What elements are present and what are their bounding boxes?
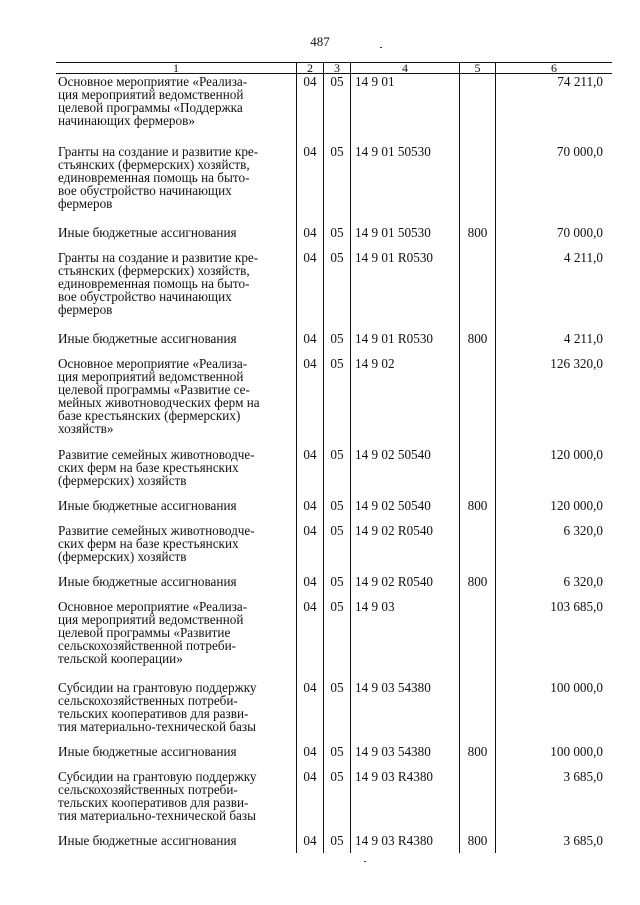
- row-subsection: 05: [323, 498, 350, 523]
- row-section: 04: [296, 144, 323, 225]
- row-section: 04: [296, 769, 323, 833]
- header-col-5: 5: [459, 63, 495, 73]
- row-name-line: Основное мероприятие «Реализа-: [58, 356, 248, 371]
- row-target-code: 14 9 03: [350, 599, 459, 680]
- row-expense-type: 800: [459, 833, 495, 853]
- row-name-line: Основное мероприятие «Реализа-: [58, 74, 248, 89]
- row-name-line: фермеров: [58, 301, 113, 317]
- row-amount: 120 000,0: [495, 447, 612, 498]
- row-name-line: мейных животноводческих ферм на: [58, 394, 260, 410]
- row-target-code: 14 9 02 R0540: [350, 574, 459, 599]
- row-subsection: 05: [323, 523, 350, 574]
- row-name-line: фермеров: [58, 195, 113, 211]
- row-expense-type: [459, 523, 495, 574]
- table-header: [56, 62, 612, 74]
- row-target-code: 14 9 01 R0530: [350, 250, 459, 331]
- row-name-line: Субсидии на грантовую поддержку: [58, 680, 257, 695]
- row-name-line: Основное мероприятие «Реализа-: [58, 599, 248, 614]
- row-name-line: базе крестьянских (фермерских): [58, 407, 241, 423]
- row-name-line: целевой программы «Развитие: [58, 624, 231, 640]
- row-subsection: 05: [323, 447, 350, 498]
- row-name-line: Развитие семейных животноводче-: [58, 523, 255, 538]
- row-name: [56, 498, 296, 523]
- row-name: [56, 680, 296, 744]
- row-section: 04: [296, 447, 323, 498]
- row-amount: 70 000,0: [495, 144, 612, 225]
- row-name: [56, 74, 296, 144]
- row-expense-type: 800: [459, 225, 495, 250]
- row-name: [56, 447, 296, 498]
- row-section: 04: [296, 574, 323, 599]
- row-section: 04: [296, 225, 323, 250]
- row-expense-type: 800: [459, 331, 495, 356]
- row-name-line: тия материально-технической базы: [58, 718, 256, 734]
- page-number: 487: [310, 34, 330, 49]
- row-name: [56, 769, 296, 833]
- row-target-code: 14 9 03 R4380: [350, 769, 459, 833]
- row-name: [56, 250, 296, 331]
- header-col-6: 6: [495, 63, 612, 73]
- table-row: [56, 599, 612, 680]
- row-amount: 4 211,0: [495, 331, 612, 356]
- row-expense-type: [459, 769, 495, 833]
- row-subsection: 05: [323, 331, 350, 356]
- header-col-3: 3: [323, 63, 350, 73]
- table-row: [56, 523, 612, 574]
- row-amount: 126 320,0: [495, 356, 612, 447]
- row-section: 04: [296, 498, 323, 523]
- table-row: [56, 144, 612, 225]
- row-target-code: 14 9 02: [350, 356, 459, 447]
- row-name-line: вое обустройство начинающих: [58, 288, 232, 304]
- row-subsection: 05: [323, 74, 350, 144]
- scan-speck: [380, 47, 382, 48]
- row-name-line: ция мероприятий ведомственной: [58, 368, 244, 384]
- row-expense-type: [459, 74, 495, 144]
- row-expense-type: [459, 356, 495, 447]
- row-name: [56, 331, 296, 356]
- row-amount: 74 211,0: [495, 74, 612, 144]
- table-row: [56, 498, 612, 523]
- row-amount: 3 685,0: [495, 769, 612, 833]
- row-name-line: Иные бюджетные ассигнования: [58, 225, 237, 240]
- row-target-code: 14 9 03 54380: [350, 744, 459, 769]
- row-amount: 100 000,0: [495, 680, 612, 744]
- row-name: [56, 574, 296, 599]
- row-name-line: сельскохозяйственных потреби-: [58, 692, 238, 708]
- row-name-line: тельской кооперации»: [58, 650, 183, 666]
- row-name-line: сельскохозяйственных потреби-: [58, 781, 238, 797]
- row-name-line: ских ферм на базе крестьянских: [58, 459, 239, 475]
- table-body: [56, 74, 612, 853]
- table-row: [56, 74, 612, 144]
- row-section: 04: [296, 250, 323, 331]
- row-subsection: 05: [323, 744, 350, 769]
- table-row: [56, 250, 612, 331]
- row-name-line: ция мероприятий ведомственной: [58, 86, 244, 102]
- row-target-code: 14 9 02 50540: [350, 447, 459, 498]
- row-name-line: (фермерских) хозяйств: [58, 548, 187, 564]
- row-subsection: 05: [323, 356, 350, 447]
- row-name-line: Иные бюджетные ассигнования: [58, 833, 237, 848]
- row-name-line: тия материально-технической базы: [58, 807, 256, 823]
- row-name-line: Иные бюджетные ассигнования: [58, 331, 237, 346]
- row-amount: 4 211,0: [495, 250, 612, 331]
- row-name-line: единовременная помощь на быто-: [58, 275, 250, 291]
- row-name: [56, 225, 296, 250]
- row-name-line: Гранты на создание и развитие кре-: [58, 144, 259, 159]
- row-amount: 6 320,0: [495, 574, 612, 599]
- row-target-code: 14 9 01 50530: [350, 225, 459, 250]
- row-expense-type: [459, 680, 495, 744]
- row-name: [56, 523, 296, 574]
- header-col-1: 1: [173, 61, 179, 75]
- table-row: [56, 680, 612, 744]
- row-section: 04: [296, 599, 323, 680]
- table-row: [56, 447, 612, 498]
- row-section: 04: [296, 680, 323, 744]
- row-name-line: начинающих фермеров»: [58, 112, 195, 128]
- row-name-line: (фермерских) хозяйств: [58, 472, 187, 488]
- row-amount: 120 000,0: [495, 498, 612, 523]
- row-target-code: 14 9 03 R4380: [350, 833, 459, 853]
- row-name: [56, 599, 296, 680]
- row-name-line: ских ферм на базе крестьянских: [58, 535, 239, 551]
- row-target-code: 14 9 02 50540: [350, 498, 459, 523]
- row-expense-type: 800: [459, 498, 495, 523]
- row-subsection: 05: [323, 833, 350, 853]
- row-subsection: 05: [323, 680, 350, 744]
- row-name-line: Иные бюджетные ассигнования: [58, 744, 237, 759]
- table-row: [56, 833, 612, 853]
- row-name-line: хозяйств»: [58, 420, 114, 436]
- table-row: [56, 769, 612, 833]
- row-amount: 100 000,0: [495, 744, 612, 769]
- row-section: 04: [296, 833, 323, 853]
- row-expense-type: [459, 144, 495, 225]
- row-subsection: 05: [323, 250, 350, 331]
- row-amount: 3 685,0: [495, 833, 612, 853]
- row-target-code: 14 9 03 54380: [350, 680, 459, 744]
- row-expense-type: 800: [459, 574, 495, 599]
- row-name-line: тельских кооперативов для разви-: [58, 705, 249, 721]
- row-name-line: Иные бюджетные ассигнования: [58, 498, 237, 513]
- row-subsection: 05: [323, 769, 350, 833]
- row-name-line: Гранты на создание и развитие кре-: [58, 250, 259, 265]
- table-row: [56, 331, 612, 356]
- header-col-4: 4: [350, 63, 459, 73]
- row-expense-type: [459, 447, 495, 498]
- row-section: 04: [296, 356, 323, 447]
- row-name-line: тельских кооперативов для разви-: [58, 794, 249, 810]
- row-section: 04: [296, 744, 323, 769]
- row-section: 04: [296, 331, 323, 356]
- row-name-line: вое обустройство начинающих: [58, 182, 232, 198]
- row-name-line: целевой программы «Поддержка: [58, 99, 243, 115]
- row-target-code: 14 9 01: [350, 74, 459, 144]
- row-name-line: единовременная помощь на быто-: [58, 169, 250, 185]
- row-name-line: Развитие семейных животноводче-: [58, 447, 255, 462]
- table-row: [56, 574, 612, 599]
- row-name-line: стьянских (фермерских) хозяйств,: [58, 156, 250, 172]
- header-col-2: 2: [296, 63, 323, 73]
- budget-table: [56, 62, 612, 853]
- row-name-line: Субсидии на грантовую поддержку: [58, 769, 257, 784]
- row-expense-type: [459, 250, 495, 331]
- row-name-line: ция мероприятий ведомственной: [58, 611, 244, 627]
- row-name-line: Иные бюджетные ассигнования: [58, 574, 237, 589]
- row-target-code: 14 9 01 R0530: [350, 331, 459, 356]
- row-section: 04: [296, 74, 323, 144]
- row-amount: 103 685,0: [495, 599, 612, 680]
- table-row: [56, 356, 612, 447]
- row-target-code: 14 9 01 50530: [350, 144, 459, 225]
- row-name-line: стьянских (фермерских) хозяйств,: [58, 262, 250, 278]
- row-amount: 70 000,0: [495, 225, 612, 250]
- row-name: [56, 356, 296, 447]
- row-amount: 6 320,0: [495, 523, 612, 574]
- row-name-line: сельскохозяйственной потреби-: [58, 637, 237, 653]
- row-name: [56, 144, 296, 225]
- row-subsection: 05: [323, 144, 350, 225]
- scan-speck: [364, 861, 366, 862]
- row-name-line: целевой программы «Развитие се-: [58, 381, 250, 397]
- row-target-code: 14 9 02 R0540: [350, 523, 459, 574]
- row-name: [56, 744, 296, 769]
- row-subsection: 05: [323, 225, 350, 250]
- row-subsection: 05: [323, 574, 350, 599]
- table-row: [56, 744, 612, 769]
- row-section: 04: [296, 523, 323, 574]
- row-name: [56, 833, 296, 853]
- row-subsection: 05: [323, 599, 350, 680]
- row-expense-type: [459, 599, 495, 680]
- row-expense-type: 800: [459, 744, 495, 769]
- table-row: [56, 225, 612, 250]
